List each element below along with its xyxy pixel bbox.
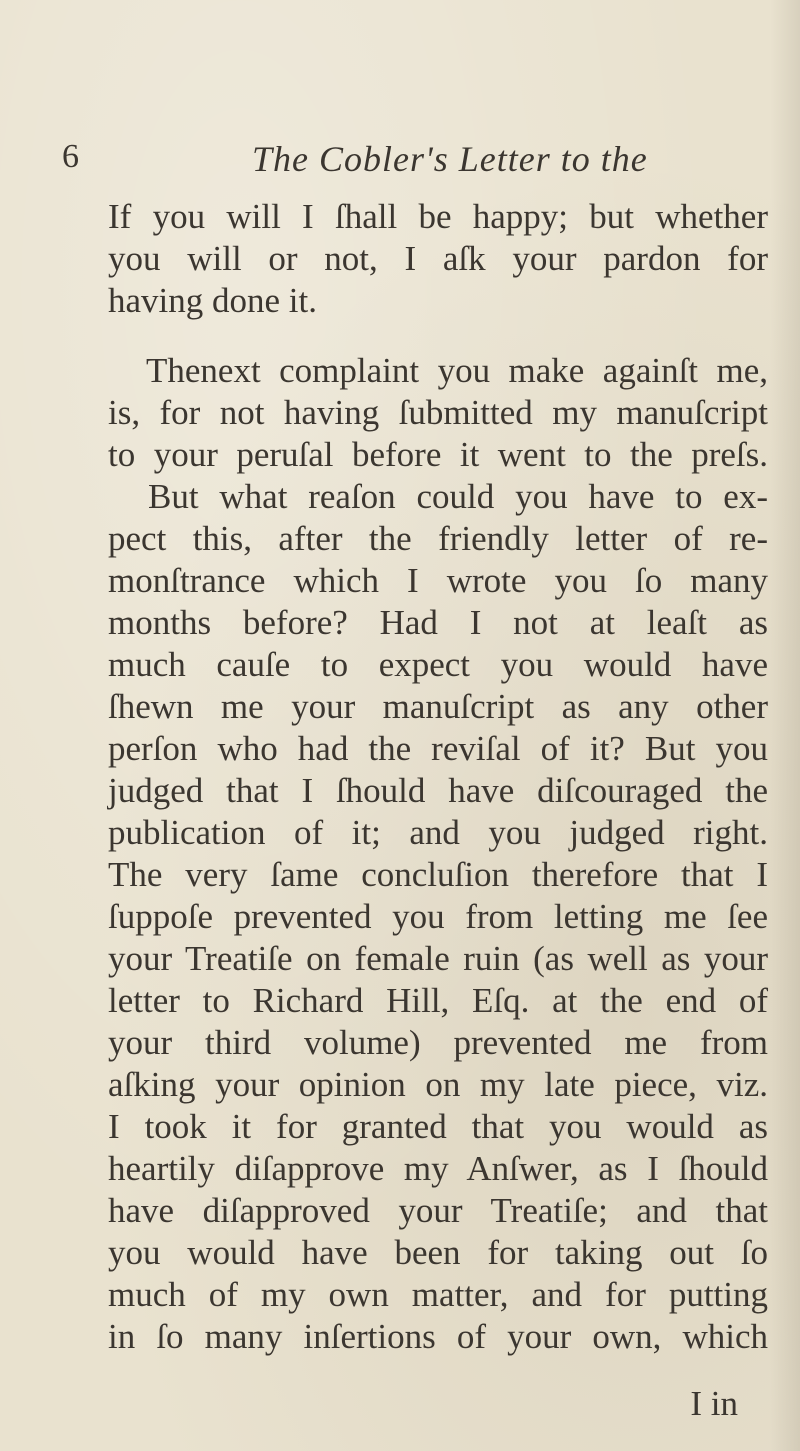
text-line: ſuppoſe prevented you from letting me ſee [108, 897, 768, 936]
text-line: months before? Had I not at leaſt as [108, 603, 768, 642]
text-line: perſon who had the reviſal of it? But you [108, 729, 768, 768]
text-line: pect this, after the friendly letter of re- [108, 519, 768, 558]
text-line: have diſapproved your Treatiſe; and that [108, 1191, 768, 1230]
text-line: is, for not having ſubmitted my manuſcript [108, 393, 768, 432]
text-line: aſking your opinion on my late piece, viz. [108, 1065, 768, 1104]
text-line: The very ſame concluſion therefore that I [108, 855, 768, 894]
text-line: much of my own matter, and for putting [108, 1275, 768, 1314]
text-line: your third volume) prevented me from [108, 1023, 768, 1062]
text-line: letter to Richard Hill, Eſq. at the end of [108, 981, 768, 1020]
text-line: having done it. [108, 281, 317, 320]
text-line: you will or not, I aſk your pardon for [108, 239, 768, 278]
text-line: Thenext complaint you make againſt me, [146, 351, 768, 390]
running-title: The Cobler's Letter to the [252, 139, 648, 179]
text-line: in ſo many inſertions of your own, which [108, 1317, 768, 1356]
text-line: judged that I ſhould have diſcouraged the [108, 771, 768, 810]
text-line: But what reaſon could you have to ex- [148, 477, 768, 516]
text-line: If you will I ſhall be happy; but whether [108, 197, 768, 236]
text-line: to your peruſal before it went to the preſs. [108, 435, 768, 474]
text-line: monſtrance which I wrote you ſo many [108, 561, 768, 600]
text-line: your Treatiſe on female ruin (as well as your [108, 939, 768, 978]
text-line: publication of it; and you judged right. [108, 813, 768, 852]
text-line: you would have been for taking out ſo [108, 1233, 768, 1272]
text-line: ſhewn me your manuſcript as any other [108, 687, 768, 726]
page-number: 6 [62, 138, 79, 175]
text-line: heartily diſapprove my Anſwer, as I ſhould [108, 1149, 768, 1188]
catchword: I in [690, 1384, 738, 1423]
text-line: I took it for granted that you would as [108, 1107, 768, 1146]
text-line: much cauſe to expect you would have [108, 645, 768, 684]
